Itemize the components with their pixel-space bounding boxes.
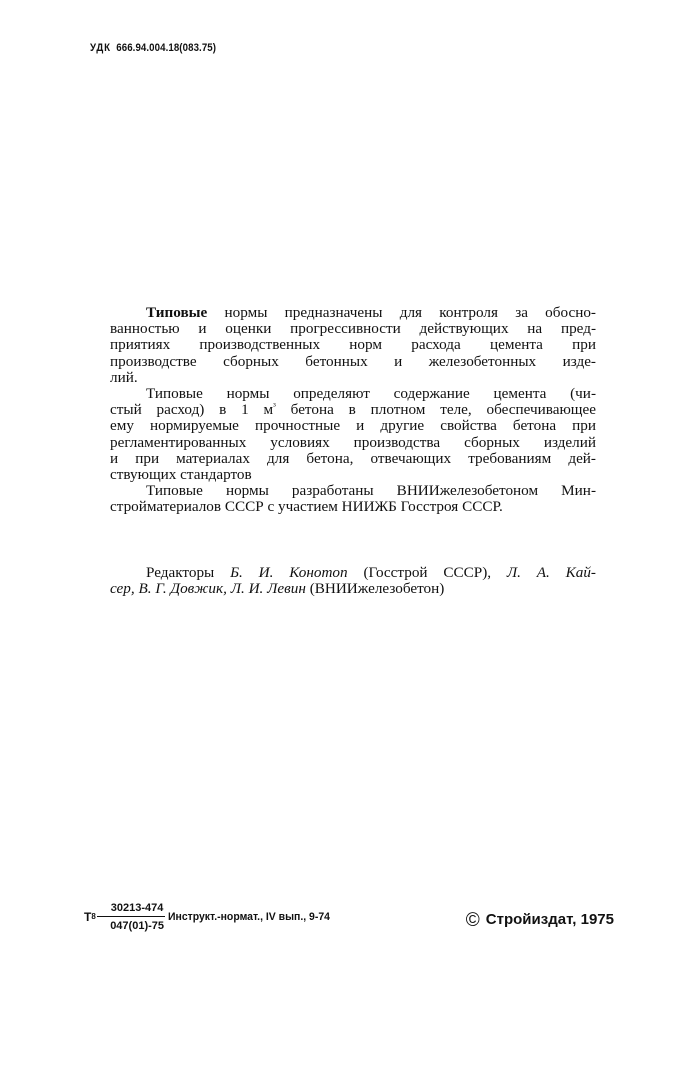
fraction-denominator: 047(01)-75 — [110, 920, 165, 932]
editor-name: Л. А. Кай- — [506, 564, 596, 581]
abstract-text — [110, 305, 596, 515]
editor-name: Б. И. Конотоп — [230, 564, 348, 581]
imprint-footer — [84, 902, 614, 942]
udc-label: УДК — [90, 42, 111, 54]
series-info: Инструкт.-нормат., IV вып., 9-74 — [168, 911, 331, 923]
editor-names: сер, В. Г. Довжик, Л. И. Левин — [110, 580, 306, 598]
udc-classification — [90, 42, 216, 54]
editors-label: Редакторы — [146, 564, 231, 581]
paragraph-purpose: Типовые нормы предназначены для контроля за обосно- ванностью и оценки прогрессивности действующих на пред- приятиях производственных норм расхода цемента при производстве сборных бетонных и железобетонных изде- лий. — [110, 304, 596, 386]
publisher-year: Стройиздат, 1975 — [485, 911, 614, 928]
lead-term: Типовые — [146, 304, 208, 321]
copyright-icon: © — [465, 910, 480, 931]
catalog-fraction — [97, 902, 166, 932]
editors-credit: Редакторы Б. И. Конотоп (Госстрой СССР), Л. А. Кай- сер, В. Г. Довжик, Л. И. Левин (ВНИИжелезобетон) — [110, 564, 596, 598]
imprint-prefix: Т8 — [84, 910, 96, 924]
catalog-imprint — [84, 902, 339, 932]
paragraph-definition: Типовые нормы определяют содержание цемента (чи- стый расход) в 1 $м^{^3}$ бетона в плотном теле, обеспечивающее ему нормируемые прочностные и другие свойства бетона при регламентированных условиях производства сборных изделий и при материалах для бетона, отвечающих требованиям дей- ствующих стандартов — [110, 384, 596, 483]
udc-code: 666.94.004.18(083.75) — [116, 42, 217, 54]
fraction-numerator: 30213-474 — [97, 902, 166, 917]
cubic-superscript: ³ — [273, 401, 276, 412]
copyright-notice — [466, 910, 614, 932]
paragraph-authors: Типовые нормы разработаны ВНИИжелезобетоном Мин- стройматериалов СССР с участием НИИЖБ Госстроя СССР. — [110, 482, 596, 516]
